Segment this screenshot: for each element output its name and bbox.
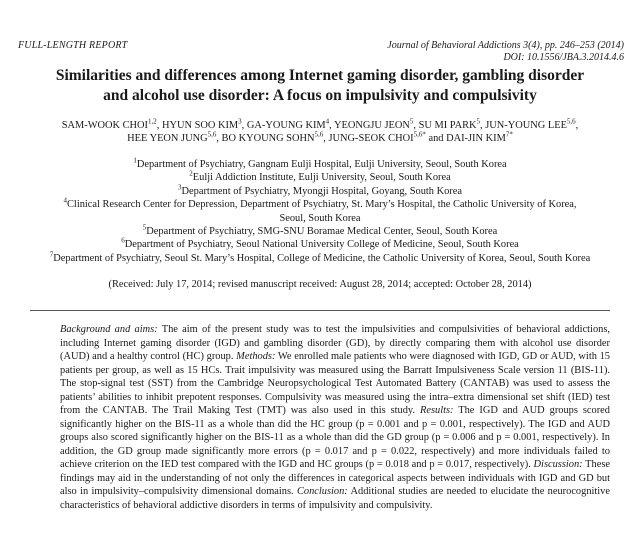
received-dates: (Received: July 17, 2014; revised manuscript received: August 28, 2014; accepted: October 28, 2014) (108, 279, 532, 290)
author-affil-sup: 1,2 (148, 117, 157, 126)
affiliation-sup: 5 (142, 223, 147, 232)
affiliation-list (10, 158, 630, 265)
author-name: DAI-JIN KIM (446, 133, 506, 144)
author-affil-sup: 5,6* (413, 130, 426, 139)
affiliation-text: Department of Psychiatry, Seoul St. Mary’s Hospital, College of Medicine, the Catholic University of Korea, Seoul, South Korea (53, 252, 591, 264)
author-affil-sup: 5 (476, 117, 481, 126)
abstract (60, 323, 610, 512)
affiliation-item (10, 185, 630, 198)
author-name: JUNG-SEOK CHOI (328, 133, 414, 144)
author-name: HYUN SOO KIM (161, 120, 239, 131)
author-affil-sup: 3 (238, 117, 242, 126)
author-name: SAM-WOOK CHOI (61, 120, 149, 131)
section-divider (30, 310, 610, 311)
journal-line: Journal of Behavioral Addictions 3(4), pp. 246–253 (2014) (387, 40, 624, 51)
report-type-label: FULL-LENGTH REPORT (18, 40, 128, 51)
author-line-2: HEE YEON JUNG$^{5,6}$, BO KYOUNG SOHN$^{5,6}$, JUNG-SEOK $CHOI^{5,6*}$ and DAI-JIN $KIM^{7*}$ (127, 130, 513, 144)
abstract-results-text: The IGD and AUD groups scored significantly higher on the BIS-11 as a whole than did the HC group (p = 0.001 and p = 0.001, respectively). The IGD and AUD groups also scored significantly higher on the BIS-11 as a whole than did the GD group (p = 0.006 and p = 0.001, respectively). In addition, the GD group made significantly more errors (p = 0.017 and p = 0.022, respectively) and more individuals failed to achieve criterion on the IED test compared with the IGD and HC groups (p = 0.018 and p = 0.017, respectively). (60, 405, 610, 470)
affiliation-sup: 7 (49, 250, 54, 259)
affiliation-item (10, 158, 630, 171)
affiliation-item (10, 198, 630, 211)
affiliation-item (10, 252, 630, 265)
affiliation-text: Eulji Addiction Institute, Eulji University, Seoul, South Korea (192, 172, 451, 184)
affiliation-sup: 3 (178, 183, 182, 192)
author-affil-sup: 5,6 (314, 130, 324, 139)
paper-title (10, 66, 630, 106)
author-list (20, 119, 620, 145)
author-name: JUN-YOUNG LEE (485, 120, 567, 131)
affiliation-item (10, 225, 630, 238)
abstract-conclusion-text: Additional studies are needed to elucidate the neurocognitive characteristics of behavioral addictive disorders in terms of impulsivity and compulsivity. (60, 486, 610, 511)
author-affil-sup: 4 (325, 117, 330, 126)
affiliation-continuation: Seoul, South Korea (279, 212, 361, 224)
author-affil-sup: 5,6 (207, 130, 217, 139)
title-line-1: Similarities and differences among Internet gaming disorder, gambling disorder (55, 67, 585, 84)
affiliation-text: Department of Psychiatry, SMG-SNU Boramae Medical Center, Seoul, South Korea (146, 226, 498, 238)
abstract-methods-label: Methods: (236, 351, 276, 362)
abstract-conclusion-label: Conclusion: (296, 486, 348, 497)
title-line-2: and alcohol use disorder: A focus on impulsivity and compulsivity (103, 87, 537, 104)
author-name: BO KYOUNG SOHN (221, 133, 315, 144)
author-name: YEONGJU JEON (333, 120, 410, 131)
author-and: and (428, 133, 444, 144)
affiliation-text: Department of Psychiatry, Myongji Hospital, Goyang, South Korea (181, 185, 462, 197)
affiliation-sup: 1 (133, 156, 137, 165)
author-affil-sup: 5,6 (566, 117, 576, 126)
doi-line: DOI: 10.1556/JBA.3.2014.4.6 (503, 52, 624, 63)
abstract-results-label: Results: (420, 405, 454, 416)
author-line-1: SAM-WOOK CHOI$^{1,2}$, HYUN SOO KIM$^3$, GA-YOUNG KIM$^4$, YEONGJU JEON$^5$, SU MI PARK$^5$, JUN-YOUNG LEE$^{5,6}$, (61, 117, 579, 131)
abstract-background-text: The aim of the present study was to test the impulsivities and compulsivities of behavioral addictions, including Internet gaming disorder (IGD) and gambling disorder (GD), by directly comparing them with alcohol use disorder (AUD) and a healthy control (HC) group. (60, 324, 610, 362)
affiliation-item (10, 171, 630, 184)
affiliation-sup: 6 (121, 236, 125, 245)
author-affil-sup: 5 (409, 117, 414, 126)
affiliation-item (10, 238, 630, 251)
journal-citation (387, 40, 624, 64)
author-name: GA-YOUNG KIM (246, 120, 326, 131)
abstract-background-label: Background and aims: (60, 324, 158, 335)
affiliation-text: Department of Psychiatry, Gangnam Eulji Hospital, Eulji University, Seoul, South Korea (136, 159, 507, 170)
affiliation-text: Department of Psychiatry, Seoul National University College of Medicine, Seoul, South Korea (124, 239, 519, 251)
abstract-discussion-text: These findings may aid in the understanding of not only the differences in categorical aspects between individuals with IGD and GD but also in impulsivity–compulsivity dimensional domains. (60, 459, 610, 497)
affiliation-sup: 4 (63, 196, 67, 205)
abstract-methods-text: We enrolled male patients who were diagnosed with IGD, GD or AUD, with 15 patients per group, as well as 15 HCs. Trait impulsivity was measured using the Barratt Impulsiveness Scale version 11 (BIS-11). The stop-signal test (SST) from the Cambridge Neuropsychological Test Automated Battery (CANTAB) was used to assess the patients’ abilities to inhibit prepotent responses. Compulsivity was measured using the intra–extra dimensional set shift (IED) test from the CANTAB. The Trail Making Test (TMT) was also used in this study. (60, 351, 610, 416)
author-name: HEE YEON JUNG (127, 133, 208, 144)
abstract-discussion-label: Discussion: (533, 459, 583, 470)
author-name: SU MI PARK (418, 120, 477, 131)
affiliation-text: Clinical Research Center for Depression, Department of Psychiatry, St. Mary’s Hospital, the Catholic University of Korea, (67, 199, 577, 211)
author-affil-sup: 7* (505, 130, 513, 139)
affiliation-sup: 2 (189, 169, 193, 178)
